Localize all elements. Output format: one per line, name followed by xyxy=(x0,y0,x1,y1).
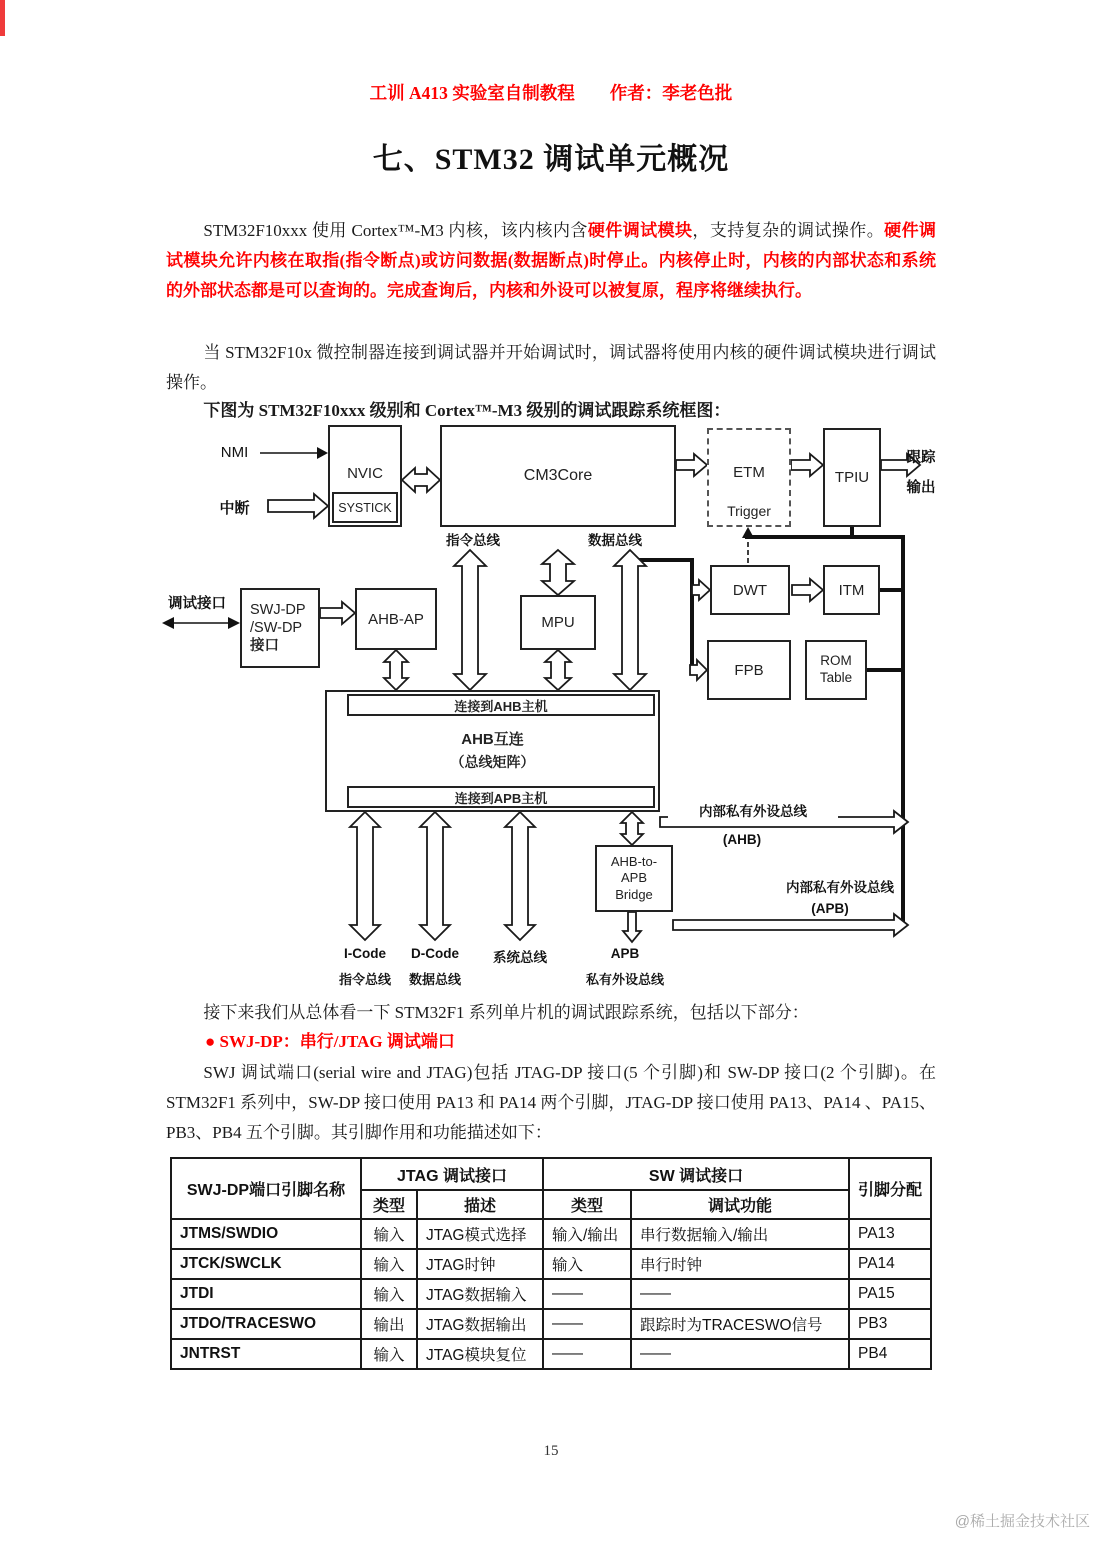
icode-label: I-Code xyxy=(344,946,386,961)
bridge-label-line2: APB xyxy=(620,870,647,886)
text-run: STM32F10xxx 使用 Cortex™-M3 内核，该内核内含 xyxy=(203,221,588,240)
swjdp-pin-table xyxy=(170,1157,932,1370)
table-cell: 跟踪时为TRACESWO信号 xyxy=(631,1309,849,1339)
table-cell: JTAG模式选择 xyxy=(417,1219,543,1249)
paragraph-1 xyxy=(166,216,936,306)
swjdp-bullet: ● SWJ-DP：串行/JTAG 调试端口 xyxy=(205,1032,455,1051)
bridge-label-line1: AHB-to- xyxy=(610,854,658,870)
text-run-red: 硬件调试模块 xyxy=(587,221,693,240)
etm-label: ETM xyxy=(733,464,765,481)
table-header-type1: 类型 xyxy=(361,1190,417,1219)
table-cell: JTAG数据输入 xyxy=(417,1279,543,1309)
box-ahb-apb-bridge xyxy=(595,845,673,912)
arrow-databus xyxy=(614,550,646,690)
trigger-arrowhead xyxy=(742,527,754,538)
arrow-nvic-cm3 xyxy=(402,468,440,492)
table-cell: —— xyxy=(631,1279,849,1309)
table-cell: 串行数据输入/输出 xyxy=(631,1219,849,1249)
box-rom-table xyxy=(805,640,867,700)
table-cell: PA15 xyxy=(849,1279,931,1309)
text-run: ，支持复杂的调试操作。 xyxy=(692,221,885,240)
box-ahbap xyxy=(355,588,437,650)
interconnect-title: AHB互连 xyxy=(461,731,524,748)
table-row xyxy=(171,1249,931,1279)
dcode-label: D-Code xyxy=(411,946,459,961)
table-header-sw: SW 调试接口 xyxy=(543,1158,849,1190)
arrow-icode-out xyxy=(350,812,380,940)
etm-trigger-label: Trigger xyxy=(727,503,771,519)
arrow-cm3-etm xyxy=(676,454,707,476)
table-cell: PA14 xyxy=(849,1249,931,1279)
nvic-label: NVIC xyxy=(347,465,383,482)
arrow-dcode-mpu xyxy=(542,550,574,595)
table-header-pin-assign: 引脚分配 xyxy=(849,1158,931,1219)
red-corner-mark xyxy=(0,0,5,36)
apb-master-bar-label: 连接到APB主机 xyxy=(454,790,548,806)
table-header-func: 调试功能 xyxy=(631,1190,849,1219)
table-row xyxy=(171,1219,931,1249)
table-cell: PB4 xyxy=(849,1339,931,1369)
trace-out-label-line2: 输出 xyxy=(906,480,936,496)
ppb-apb-label-line1: 内部私有外设总线 xyxy=(786,880,894,895)
table-cell: JTCK/SWCLK xyxy=(171,1249,361,1279)
table-cell: 输入 xyxy=(543,1249,631,1279)
table-cell: JNTRST xyxy=(171,1339,361,1369)
arrow-sysbus-out xyxy=(505,812,535,940)
nmi-arrowhead xyxy=(317,447,328,459)
text-run-red: 硬件调试模块允许内核在取指(指令断点)或访问数据(数据断点)时停止。内核停止时，内核的内部状态和系统的外部状态都是可以查询的。完成查询后，内核和外设可以被复原，程序将继续执行。 xyxy=(166,221,937,300)
arrow-to-dwt xyxy=(692,580,710,600)
table-cell: 输入 xyxy=(361,1279,417,1309)
arrow-ahbap-matrix xyxy=(384,650,408,690)
mpu-label: MPU xyxy=(541,614,575,631)
table-cell: —— xyxy=(543,1339,631,1369)
table-cell: 串行时钟 xyxy=(631,1249,849,1279)
arrow-dcode-out xyxy=(420,812,450,940)
table-header-pin-name: SWJ-DP端口引脚名称 xyxy=(171,1158,361,1219)
rom-label-line1: ROM xyxy=(820,653,852,669)
paragraph-3: 接下来我们从总体看一下 STM32F1 系列单片机的调试跟踪系统，包括以下部分： xyxy=(203,1003,809,1022)
table-cell: —— xyxy=(543,1309,631,1339)
table-header-desc: 描述 xyxy=(417,1190,543,1219)
table-row xyxy=(171,1309,931,1339)
box-cm3core xyxy=(440,425,676,527)
icode-sub-label: 指令总线 xyxy=(338,972,391,987)
systick-label: SYSTICK xyxy=(338,500,392,515)
swjdp-label-line3: 接口 xyxy=(250,638,279,655)
arrow-swjdp-ahbap xyxy=(320,602,355,624)
paragraph-2: 当 STM32F10x 微控制器连接到调试器并开始调试时，调试器将使用内核的硬件调试模块进行调试操作。 xyxy=(166,343,936,392)
swjdp-label-line1: SWJ-DP xyxy=(250,601,306,618)
bridge-label-line3: Bridge xyxy=(615,886,653,902)
table-cell: JTAG数据输出 xyxy=(417,1309,543,1339)
table-cell: 输入 xyxy=(361,1339,417,1369)
rom-label-line2: Table xyxy=(819,670,853,685)
itm-label: ITM xyxy=(838,581,865,599)
nmi-label: NMI xyxy=(220,444,249,461)
table-cell: 输入 xyxy=(361,1249,417,1279)
ahbap-label: AHB-AP xyxy=(368,610,424,628)
page-number: 15 xyxy=(543,1443,559,1459)
table-cell: PA13 xyxy=(849,1219,931,1249)
arrow-matrix-bridge xyxy=(621,812,643,845)
ahb-master-bar-label: 连接到AHB主机 xyxy=(454,698,548,714)
bar-to-apb-master xyxy=(347,786,655,808)
tpiu-label: TPIU xyxy=(834,469,870,486)
ppb-apb-label-line2: (APB) xyxy=(811,901,849,916)
instruction-bus-label: 指令总线 xyxy=(446,533,500,548)
box-ahb-interconnect xyxy=(325,690,660,812)
box-fpb xyxy=(707,640,791,700)
box-etm xyxy=(707,428,791,527)
arrow-icode-bus xyxy=(454,550,486,690)
page-title: 七、STM32 调试单元概况 xyxy=(372,143,730,176)
table-cell: 输出 xyxy=(361,1309,417,1339)
interconnect-subtitle: （总线矩阵） xyxy=(450,754,535,770)
table-cell: 输入 xyxy=(361,1219,417,1249)
ppb-ahb-label-line2: (AHB) xyxy=(722,832,762,847)
interrupt-label: 中断 xyxy=(219,500,250,517)
table-cell: JTAG模块复位 xyxy=(417,1339,543,1369)
table-cell: —— xyxy=(543,1279,631,1309)
swjdp-label-line2: /SW-DP xyxy=(250,619,303,636)
data-bus-label: 数据总线 xyxy=(588,533,642,548)
table-header-type2: 类型 xyxy=(543,1190,631,1219)
trace-out-label-line1: 跟踪 xyxy=(906,450,936,466)
figure-caption: 下图为 STM32F10xxx 级别和 Cortex™-M3 级别的调试跟踪系统框图： xyxy=(203,401,731,420)
table-cell: JTMS/SWDIO xyxy=(171,1219,361,1249)
paragraph-4: SWJ 调试端口(serial wire and JTAG)包括 JTAG-DP 接口(5 个引脚)和 SW-DP 接口(2 个引脚)。在 STM32F1 系列中，SW-DP 接口使用 PA13 和 PA14 两个引脚，JTAG-DP 接口使用 PA13、PA14 、PA15、PB3、PB4 五个引脚。其引脚作用和功能描述如下： xyxy=(166,1063,936,1142)
box-itm xyxy=(823,565,880,615)
apb-sub-label: 私有外设总线 xyxy=(585,972,664,987)
watermark: @稀土掘金技术社区 xyxy=(954,1513,1090,1530)
arrow-dwt-itm xyxy=(792,579,823,601)
box-nvic xyxy=(328,425,402,527)
table-cell: JTAG时钟 xyxy=(417,1249,543,1279)
document-header: 工训 A413 实验室自制教程 作者：李老色批 xyxy=(369,83,733,103)
debug-port-label: 调试接口 xyxy=(168,596,226,612)
table-cell: PB3 xyxy=(849,1309,931,1339)
debug-system-diagram xyxy=(160,420,960,995)
table-cell: JTDO/TRACESWO xyxy=(171,1309,361,1339)
table-cell: JTDI xyxy=(171,1279,361,1309)
arrow-ppb-apb xyxy=(673,914,908,936)
table-row xyxy=(171,1279,931,1309)
dwt-label: DWT xyxy=(732,581,768,599)
dcode-sub-label: 数据总线 xyxy=(408,972,461,987)
box-tpiu xyxy=(823,428,881,527)
table-cell: —— xyxy=(631,1339,849,1369)
fpb-label: FPB xyxy=(734,661,764,679)
box-dwt xyxy=(710,565,790,615)
ppb-ahb-label-line1: 内部私有外设总线 xyxy=(668,800,838,820)
arrow-mpu-matrix xyxy=(545,650,571,690)
arrow-interrupt xyxy=(268,494,328,518)
system-bus-label: 系统总线 xyxy=(493,950,547,965)
box-swjdp xyxy=(240,588,320,668)
arrow-bridge-apb xyxy=(623,912,641,942)
arrow-etm-tpiu xyxy=(791,454,823,476)
table-header-jtag: JTAG 调试接口 xyxy=(361,1158,543,1190)
bar-to-ahb-master xyxy=(347,694,655,716)
table-cell: 输入/输出 xyxy=(543,1219,631,1249)
box-mpu xyxy=(520,595,596,650)
box-systick xyxy=(332,492,398,523)
table-row xyxy=(171,1339,931,1369)
apb-label: APB xyxy=(610,946,640,961)
cm3core-label: CM3Core xyxy=(523,467,593,484)
